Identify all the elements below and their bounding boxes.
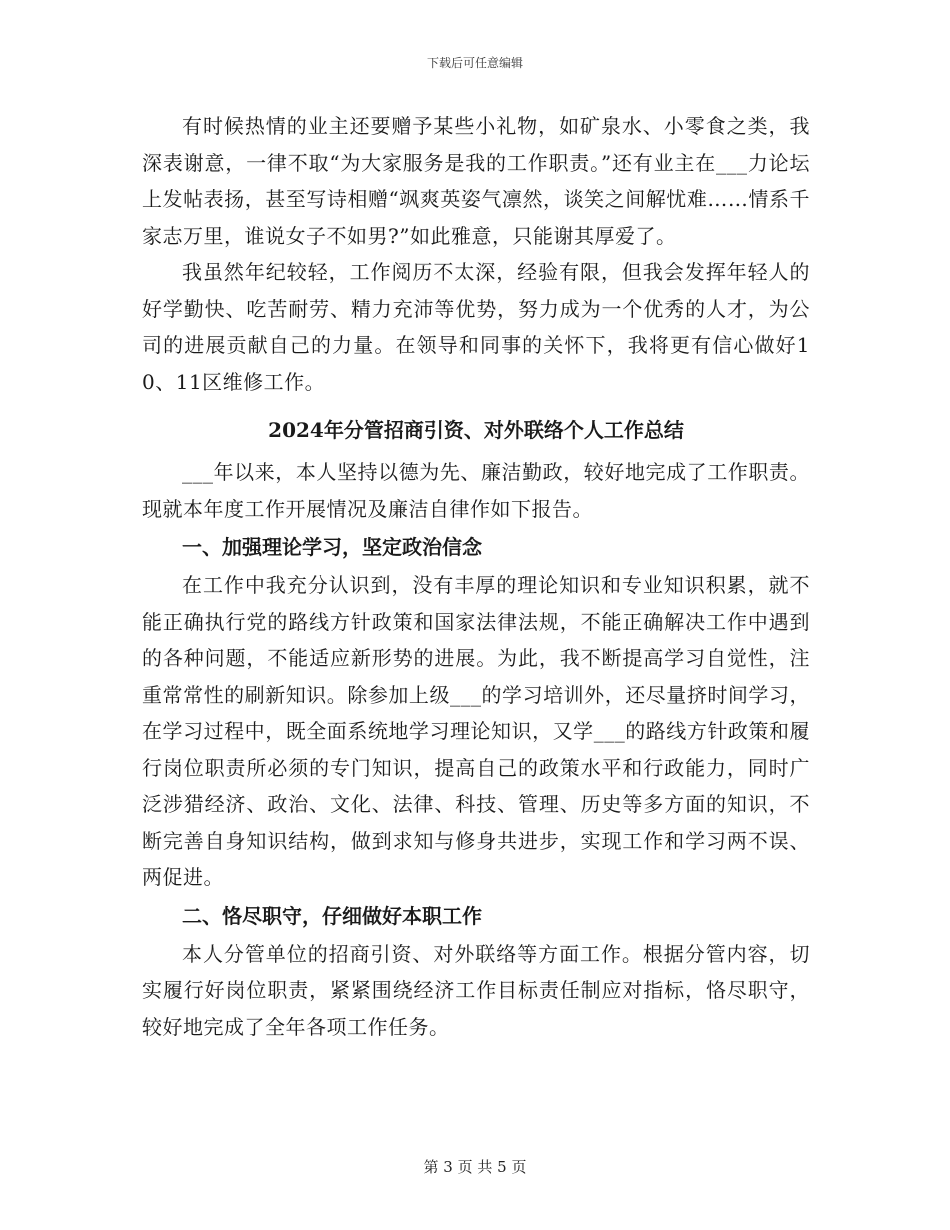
section-heading: 二、恪尽职守，仔细做好本职工作 xyxy=(182,903,482,928)
page-header-note: 下载后可任意编辑 xyxy=(426,56,523,70)
page-number: 第 3 页 共 5 页 xyxy=(423,1158,527,1176)
paragraph: 我虽然年纪较轻，工作阅历不太深，经验有限，但我会发挥年轻人的好学勤快、吃苦耐劳、精力充沛等优势，努力成为一个优秀的人才，为公司的进展贡献自己的力量。在领导和同事的关怀下，我将更有信心做好10、11区维修工作。 xyxy=(142,260,810,394)
paragraph: 有时候热情的业主还要赠予某些小礼物，如矿泉水、小零食之类，我深表谢意，一律不取“为大家服务是我的工作职责。”还有业主在___力论坛上发帖表扬，甚至写诗相赠“飒爽英姿气凛然，谈笑之间解忧难……情系千家志万里，谁说女子不如男?”如此雅意，只能谢其厚爱了。 xyxy=(142,114,810,248)
section-body: 本人分管单位的招商引资、对外联络等方面工作。根据分管内容，切实履行好岗位职责，紧紧围绕经济工作目标责任制应对指标，恪尽职守，较好地完成了全年各项工作任务。 xyxy=(142,941,810,1039)
document-title: 2024年分管招商引资、对外联络个人工作总结 xyxy=(268,418,684,442)
intro-paragraph: ___年以来，本人坚持以德为先、廉洁勤政，较好地完成了工作职责。现就本年度工作开展情况及廉洁自律作如下报告。 xyxy=(142,460,810,521)
section-heading: 一、加强理论学习，坚定政治信念 xyxy=(182,535,482,559)
section-body: 在工作中我充分认识到，没有丰厚的理论知识和专业知识积累，就不能正确执行党的路线方针政策和国家法律法规，不能正确解决工作中遇到的各种问题，不能适应新形势的进展。为此，我不断提高学习自觉性，注重常常性的刷新知识。除参加上级___的学习培训外，还尽量挤时间学习，在学习过程中，既全面系统地学习理论知识，又学___的路线方针政策和履行岗位职责所必须的专门知识，提高自己的政策水平和行政能力，同时广泛涉猎经济、政治、文化、法律、科技、管理、历史等多方面的知识，不断完善自身知识结构，做到求知与修身共进步，实现工作和学习两不误、两促进。 xyxy=(142,573,810,889)
document-body xyxy=(142,108,810,1045)
